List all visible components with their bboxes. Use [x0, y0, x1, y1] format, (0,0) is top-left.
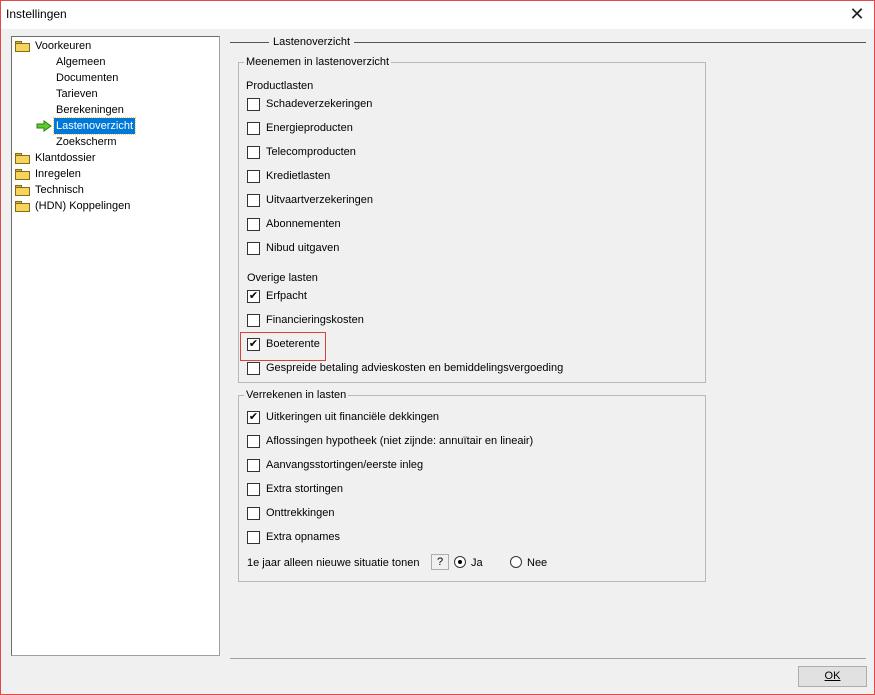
- radio-nee[interactable]: [510, 556, 522, 568]
- group-verrekenen-title: Verrekenen in lasten: [246, 389, 347, 401]
- checkbox-box[interactable]: [247, 459, 260, 472]
- checkbox-box[interactable]: [247, 122, 260, 135]
- folder-icon: [15, 40, 30, 52]
- check-icon[interactable]: ✔: [248, 411, 259, 423]
- folder-icon: [15, 152, 30, 164]
- settings-window: Instellingen ✕ Voorkeuren Algemeen Documenten Tarieven Berekeningen Lastenoverzicht Zoekscherm Klantdossier Inregelen Technisch (HDN) Koppelingen Lastenoverzicht Meenemen in lastenoverzicht Productlasten Schadeverzekeringen Energieproducten Telecomproducten Kredietlasten Uitvaartverzekeringen Abonnementen Nibud uitgaven Overige lasten ✔ Erfpacht Financieringskosten ✔ Boeterente Gespreide betaling advieskosten en bemiddelingsvergoeding Verrekenen in lasten ✔ Uitkeringen uit financiële dekkingen Aflossingen hypotheek (niet zijnde: annuïtair en lineair) Aanvangsstortingen/eerste inleg Extra stortingen Onttrekkingen Extra opnames 1e jaar alleen nieuwe situatie tonen ? Ja Nee OK: [0, 0, 875, 695]
- tree-item-hdn-koppelingen[interactable]: (HDN) Koppelingen: [15, 198, 132, 214]
- checkbox-box[interactable]: [247, 435, 260, 448]
- first-year-label: 1e jaar alleen nieuwe situatie tonen: [247, 557, 420, 569]
- folder-icon: [15, 200, 30, 212]
- tree-item-documenten[interactable]: Documenten: [56, 72, 119, 84]
- tree-item-voorkeuren[interactable]: Voorkeuren: [15, 38, 93, 54]
- green-arrow-icon: [36, 120, 52, 132]
- tree-item-zoekscherm[interactable]: Zoekscherm: [56, 136, 117, 148]
- folder-icon: [15, 184, 30, 196]
- tree-item-lastenoverzicht[interactable]: Lastenoverzicht: [36, 118, 135, 134]
- radio-ja-label: Ja: [471, 557, 483, 569]
- radio-ja[interactable]: [454, 556, 466, 568]
- ok-button[interactable]: OK: [798, 666, 867, 687]
- help-button[interactable]: ?: [431, 554, 449, 570]
- tree-item-tarieven[interactable]: Tarieven: [56, 88, 98, 100]
- checkbox-box[interactable]: [247, 242, 260, 255]
- tree-item-inregelen[interactable]: Inregelen: [15, 166, 83, 182]
- checkbox-box[interactable]: [247, 98, 260, 111]
- bottom-divider: [230, 658, 866, 659]
- group-meenemen-title: Meenemen in lastenoverzicht: [246, 56, 390, 68]
- checkbox-box[interactable]: [247, 170, 260, 183]
- folder-icon: [15, 168, 30, 180]
- tree-item-klantdossier[interactable]: Klantdossier: [15, 150, 98, 166]
- tree-item-algemeen[interactable]: Algemeen: [56, 56, 106, 68]
- checkbox-box[interactable]: [247, 218, 260, 231]
- productlasten-heading: Productlasten: [246, 80, 314, 92]
- checkbox-box[interactable]: [247, 362, 260, 375]
- tree-item-technisch[interactable]: Technisch: [15, 182, 86, 198]
- checkbox-box[interactable]: [247, 314, 260, 327]
- settings-tree[interactable]: [11, 36, 220, 656]
- checkbox-box[interactable]: [247, 531, 260, 544]
- close-icon[interactable]: ✕: [849, 4, 865, 24]
- checkbox-box[interactable]: [247, 483, 260, 496]
- radio-nee-label: Nee: [527, 557, 548, 569]
- window-title: Instellingen: [6, 7, 67, 21]
- checkbox-box[interactable]: [247, 146, 260, 159]
- checkbox-box[interactable]: [247, 507, 260, 520]
- check-icon[interactable]: ✔: [248, 290, 259, 302]
- check-icon[interactable]: ✔: [248, 338, 259, 350]
- titlebar: [1, 1, 874, 29]
- section-title: Lastenoverzicht: [269, 36, 354, 48]
- overige-lasten-heading: Overige lasten: [247, 272, 318, 284]
- tree-item-berekeningen[interactable]: Berekeningen: [56, 104, 124, 116]
- checkbox-box[interactable]: [247, 194, 260, 207]
